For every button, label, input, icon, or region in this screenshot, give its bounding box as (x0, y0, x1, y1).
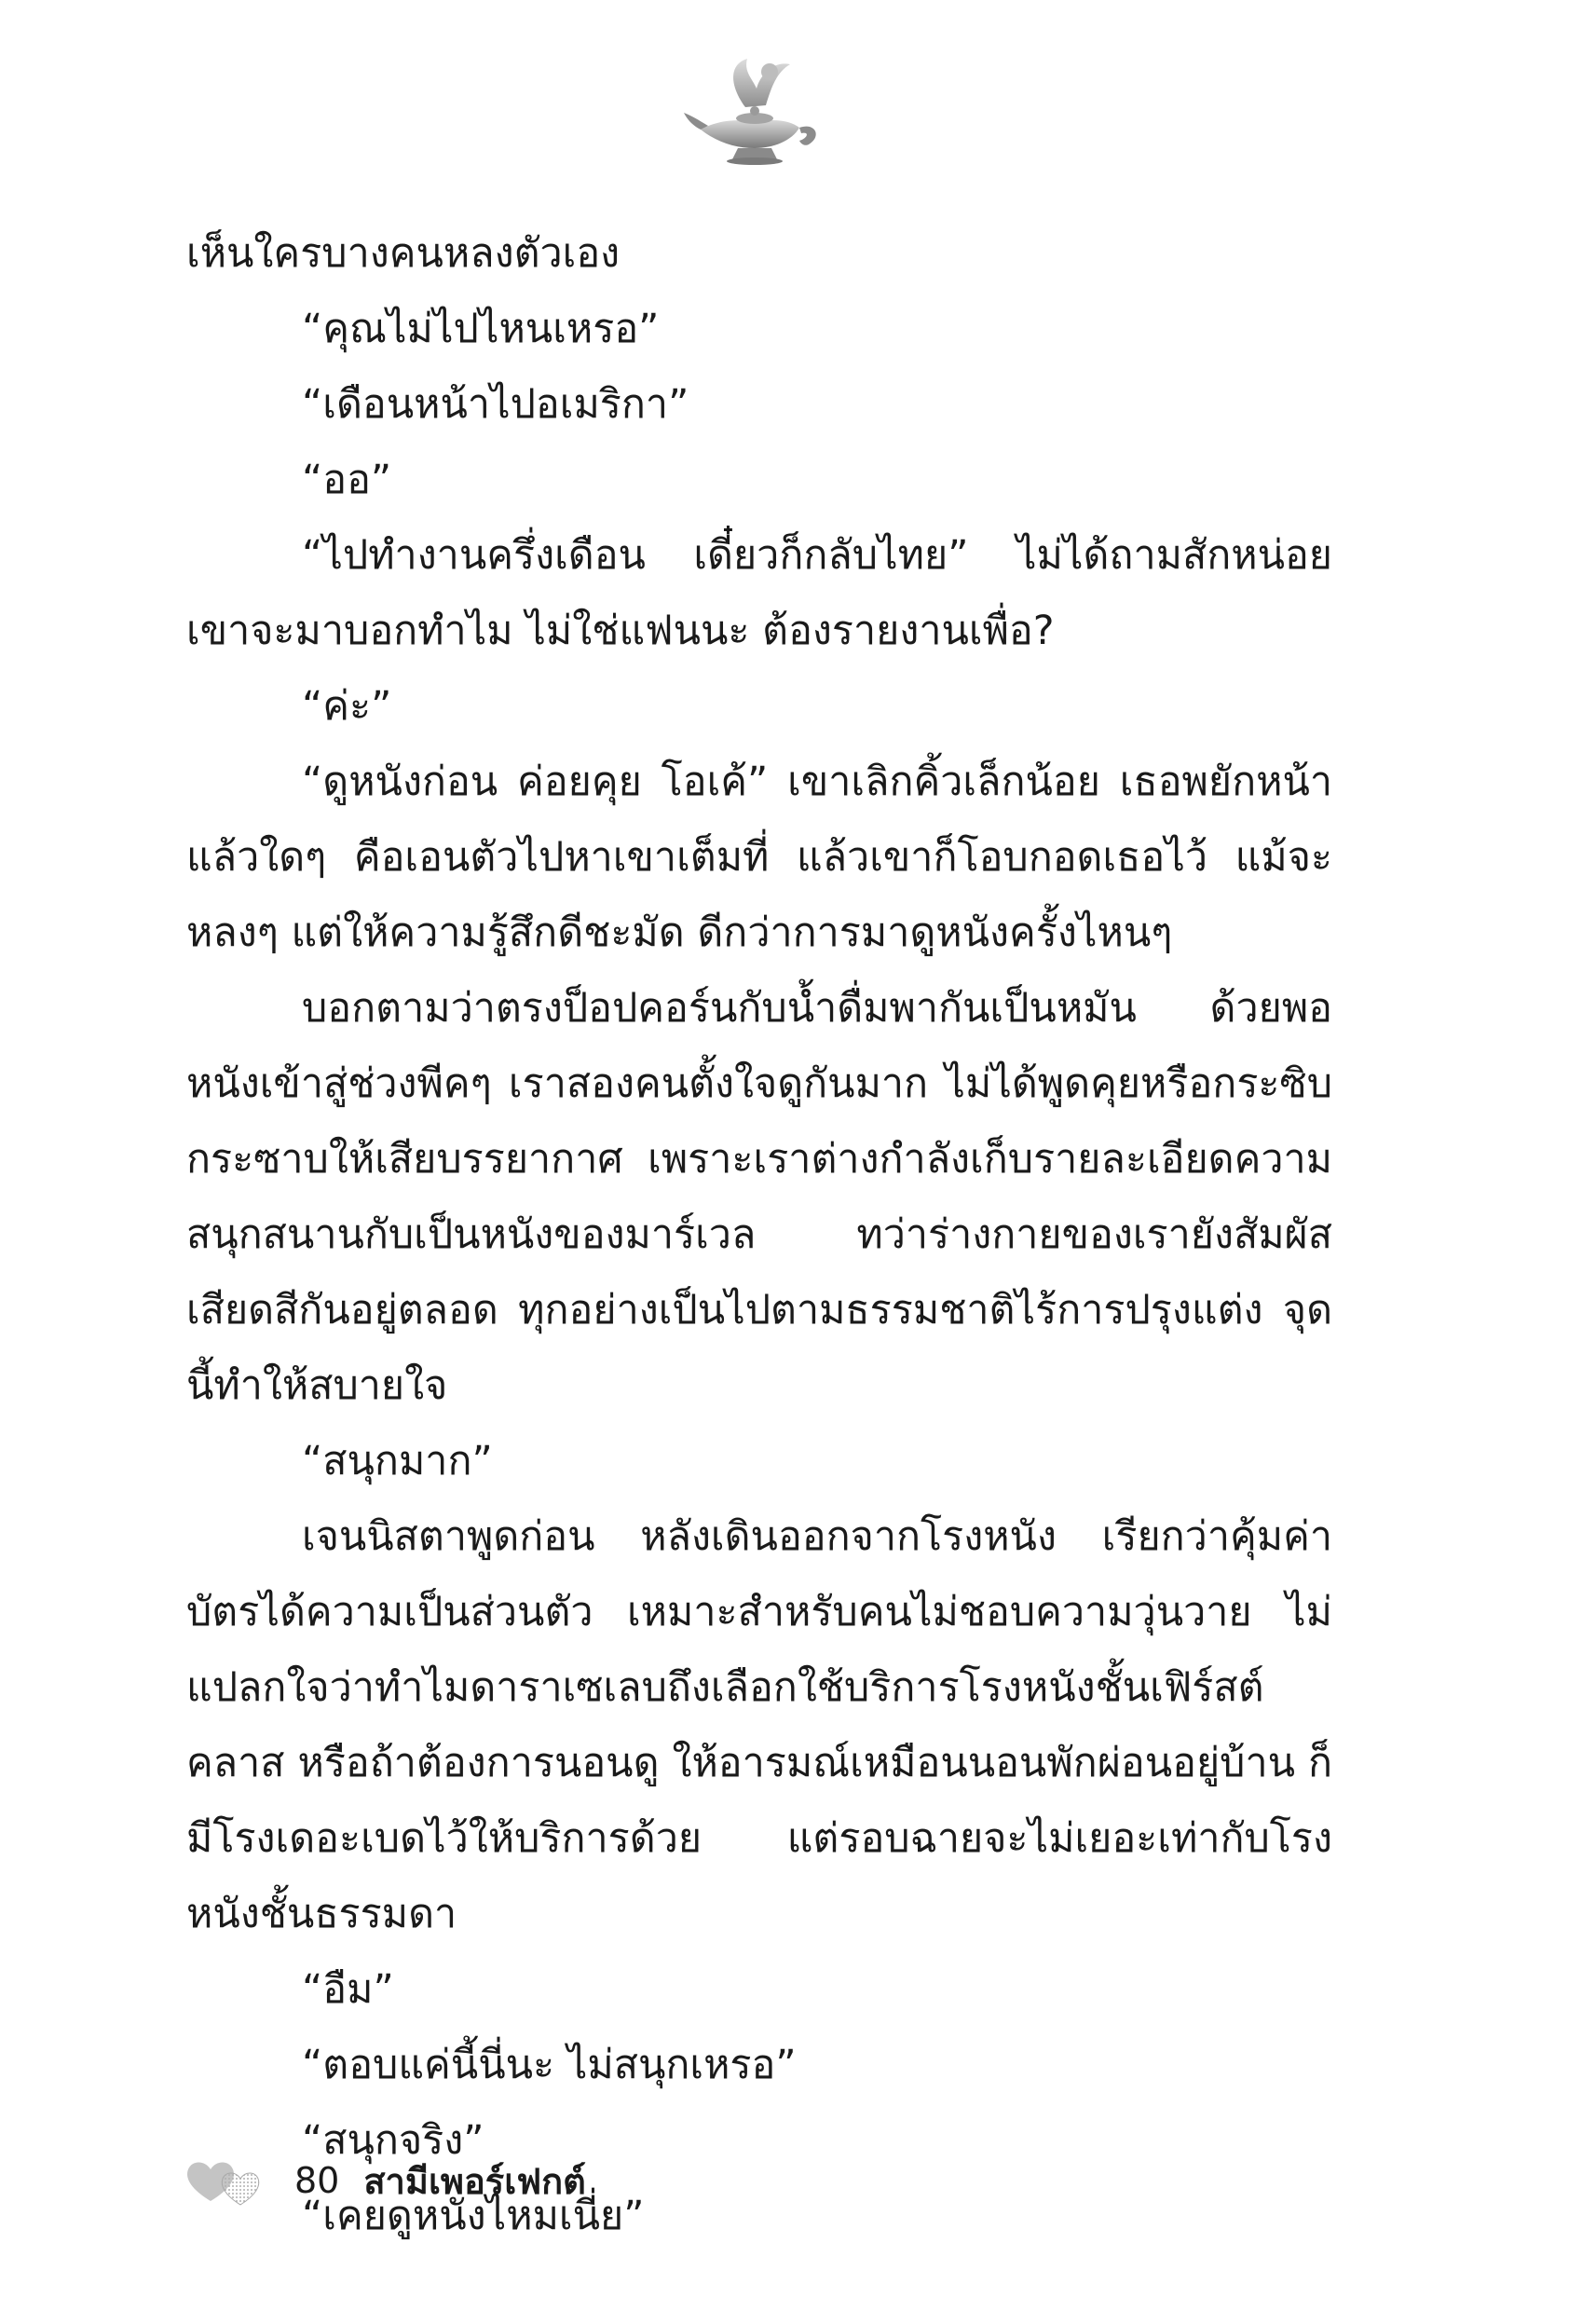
dialogue-line: “ออ” (302, 457, 392, 503)
body-text (186, 216, 1332, 2254)
dialogue-line: “เคยดูหนังไหมเนี่ย” (302, 2193, 645, 2239)
page-number: 80 (294, 2160, 340, 2201)
paragraph: เจนนิสตาพูดก่อน หลังเดินออกจากโรงหนัง เรียกว่าคุ้มค่าบัตรได้ความเป็นส่วนตัว เหมาะสำหรับคนไม่ชอบความวุ่นวาย ไม่แปลกใจว่าทำไมดาราเซเลบถึงเลือกใช้บริการโรงหนังชั้นเฟิร์สต์คลาส หรือถ้าต้องการนอนดู ให้อารมณ์เหมือนนอนพักผ่อนอยู่บ้าน ก็มีโรงเดอะเบดไว้ให้บริการด้วย แต่รอบฉายจะไม่เยอะเท่ากับโรงหนังชั้นธรรมดา (186, 1513, 1332, 1937)
dialogue-line: “ตอบแค่นี้นี่นะ ไม่สนุกเหรอ” (302, 2042, 797, 2088)
dialogue-line: “สนุกจริง” (302, 2117, 484, 2164)
dialogue-line: “อืม” (302, 1966, 394, 2013)
genie-lamp-ornament-icon (680, 51, 829, 172)
paragraph: บอกตามว่าตรงป็อปคอร์นกับน้ำดื่มพากันเป็นหมัน ด้วยพอหนังเข้าสู่ช่วงพีคๆ เราสองคนตั้งใจดูกันมาก ไม่ได้พูดคุยหรือกระซิบกระซาบให้เสียบรรยากาศ เพราะเราต่างกำลังเก็บรายละเอียดความสนุกสนานกับเป็นหนังของมาร์เวล ทว่าร่างกายของเรายังสัมผัสเสียดสีกันอยู่ตลอด ทุกอย่างเป็นไปตามธรรมชาติไร้การปรุงแต่ง จุดนี้ทำให้สบายใจ (186, 985, 1332, 1409)
paragraph: “ดูหนังก่อน ค่อยคุย โอเค้” เขาเลิกคิ้วเล็กน้อย เธอพยักหน้าแล้วใดๆ คือเอนตัวไปหาเขาเต็มที่ แล้วเขาก็โอบกอดเธอไว้ แม้จะหลงๆ แต่ให้ความรู้สึกดีชะมัด ดีกว่าการมาดูหนังครั้งไหนๆ (186, 759, 1332, 956)
paragraph: “ไปทำงานครึ่งเดือน เดี๋ยวก็กลับไทย” ไม่ได้ถามสักหน่อย เขาจะมาบอกทำไม ไม่ใช่แฟนนะ ต้องรายงานเพื่อ? (186, 532, 1332, 654)
paragraph: เห็นใครบางคนหลงตัวเอง (186, 230, 621, 277)
dialogue-line: “สนุกมาก” (302, 1438, 493, 1484)
hearts-icon (183, 2154, 266, 2207)
dialogue-line: “เดือนหน้าไปอเมริกา” (302, 381, 689, 428)
dialogue-line: “คุณไม่ไปไหนเหรอ” (302, 306, 660, 352)
dialogue-line: “ค่ะ” (302, 683, 392, 730)
book-title: สามีเพอร์เฟกต์ (363, 2160, 586, 2202)
page-footer (183, 2153, 586, 2208)
